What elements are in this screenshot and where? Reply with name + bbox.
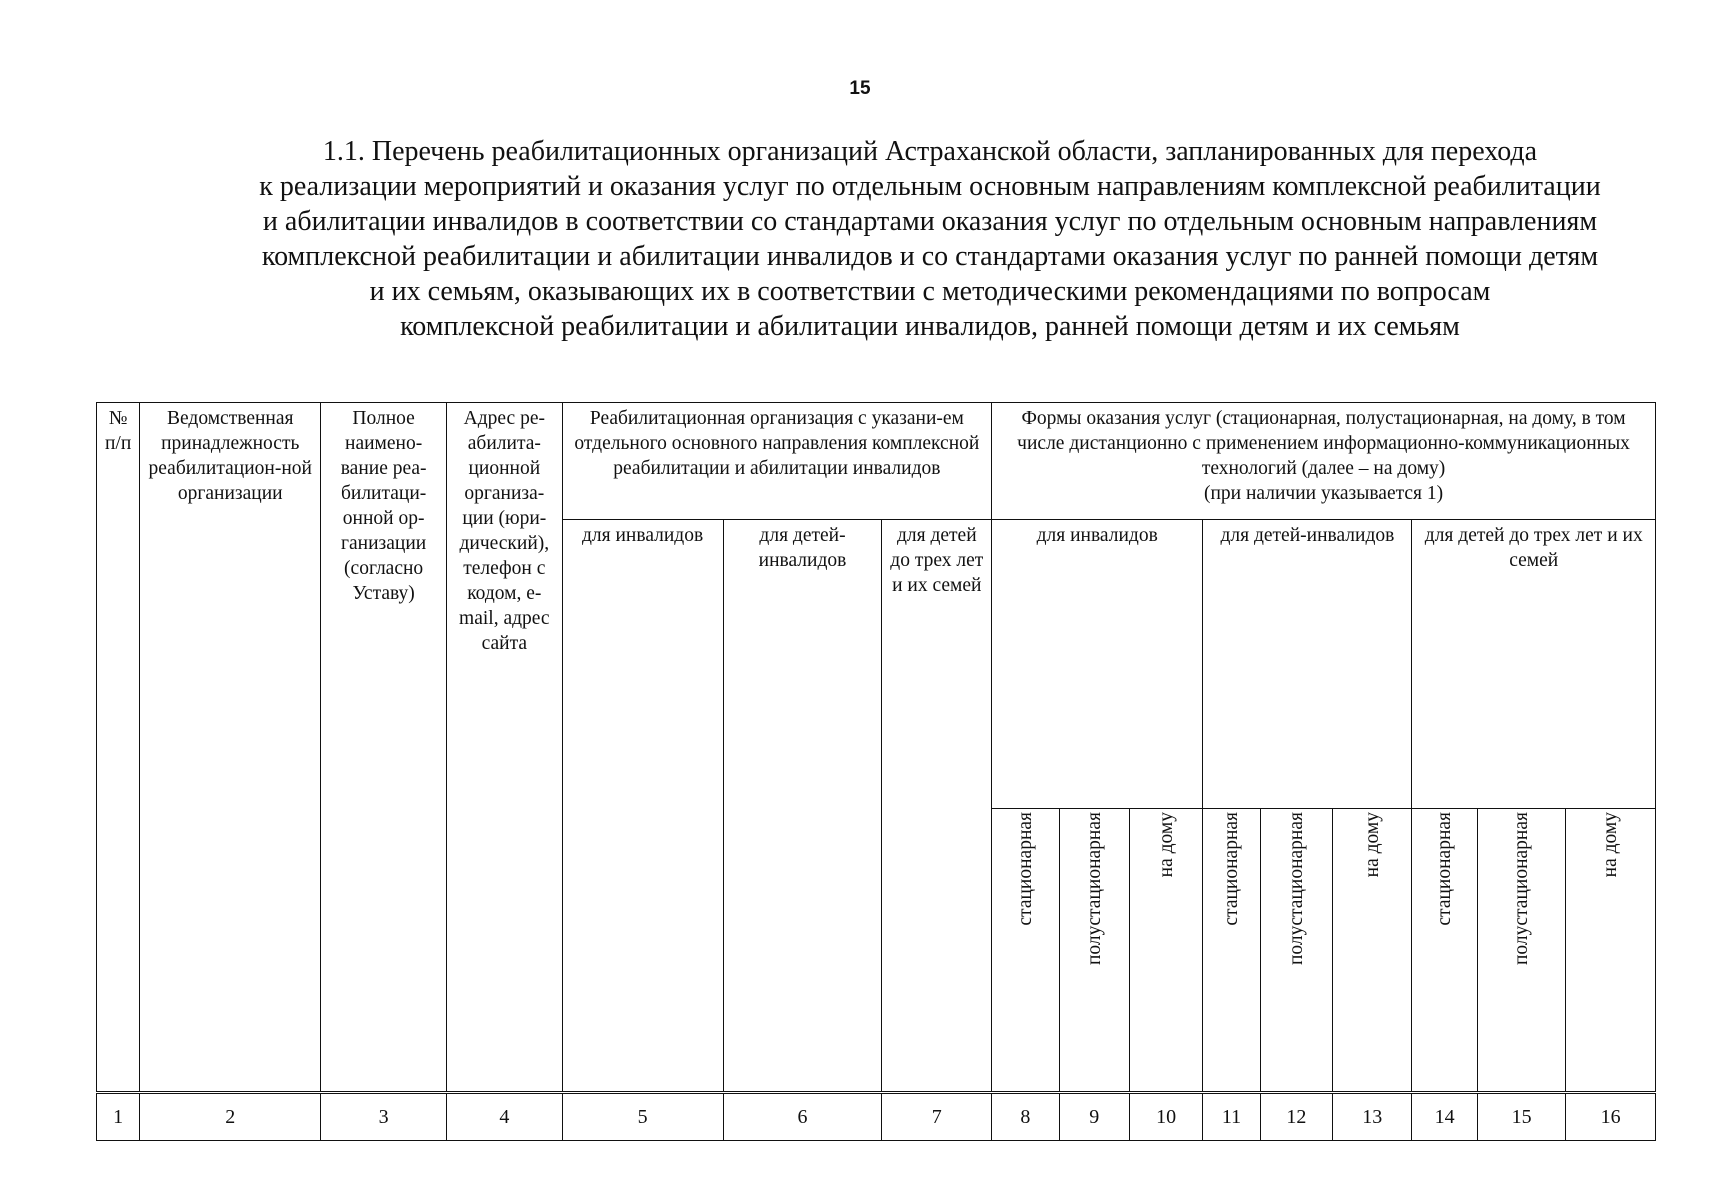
service-forms-note: (при наличии указывается 1) bbox=[1204, 483, 1444, 504]
column-number: 11 bbox=[1203, 1093, 1260, 1141]
header-org-children-under3: для детей до трех лет и их семей bbox=[882, 520, 992, 1093]
header-form-home: на дому bbox=[1129, 809, 1202, 1093]
page-number: 15 bbox=[849, 78, 871, 99]
title-line: и их семьям, оказывающих их в соответствии с методическими рекомендациями по вопросам bbox=[369, 276, 1491, 307]
header-form-home: на дому bbox=[1566, 809, 1656, 1093]
service-forms-description: Формы оказания услуг (стационарная, полустационарная, на дому, в том числе дистанционно с применением информационно-коммуникационных технологий (далее – на дому) bbox=[1017, 408, 1630, 479]
title-line: к реализации мероприятий и оказания услуг по отдельным основным направлениям комплексной реабилитации bbox=[259, 171, 1601, 202]
header-full-name: Полное наимено-вание реа-билитаци-онной ор-ганизации (согласно Уставу) bbox=[321, 403, 447, 1093]
column-number: 3 bbox=[321, 1093, 447, 1141]
column-number: 15 bbox=[1477, 1093, 1566, 1141]
column-number: 6 bbox=[723, 1093, 882, 1141]
header-form-semistationary: полустационарная bbox=[1477, 809, 1566, 1093]
header-forms-disabled: для инвалидов bbox=[992, 520, 1203, 809]
title-line: и абилитации инвалидов в соответствии со стандартами оказания услуг по отдельным основным направлениям bbox=[262, 206, 1598, 237]
column-number: 5 bbox=[562, 1093, 723, 1141]
title-line: 1.1. Перечень реабилитационных организаций Астраханской области, запланированных для перехода bbox=[322, 136, 1538, 167]
column-number: 4 bbox=[446, 1093, 562, 1141]
column-number: 10 bbox=[1129, 1093, 1202, 1141]
column-number: 9 bbox=[1059, 1093, 1129, 1141]
header-number: № п/п bbox=[97, 403, 140, 1093]
header-affiliation: Ведомственная принадлежность реабилитацион-ной организации bbox=[140, 403, 321, 1093]
organizations-table bbox=[96, 402, 1656, 1141]
header-rehab-organization: Реабилитационная организация с указани-ем отдельного основного направления комплексной реабилитации и абилитации инвалидов bbox=[562, 403, 991, 520]
document-title bbox=[200, 134, 1660, 344]
column-number: 7 bbox=[882, 1093, 992, 1141]
header-service-forms bbox=[992, 403, 1656, 520]
column-number: 8 bbox=[992, 1093, 1059, 1141]
title-line: комплексной реабилитации и абилитации инвалидов и со стандартами оказания услуг по ранней помощи детям bbox=[261, 241, 1599, 272]
header-form-stationary: стационарная bbox=[1203, 809, 1260, 1093]
header-form-stationary: стационарная bbox=[992, 809, 1059, 1093]
header-form-stationary: стационарная bbox=[1412, 809, 1477, 1093]
column-number: 12 bbox=[1260, 1093, 1332, 1141]
header-forms-children-under3: для детей до трех лет и их семей bbox=[1412, 520, 1656, 809]
header-org-disabled: для инвалидов bbox=[562, 520, 723, 1093]
header-form-semistationary: полустационарная bbox=[1059, 809, 1129, 1093]
column-number: 14 bbox=[1412, 1093, 1477, 1141]
header-org-children-disabled: для детей-инвалидов bbox=[723, 520, 882, 1093]
title-line: комплексной реабилитации и абилитации инвалидов, ранней помощи детям и их семьям bbox=[400, 311, 1460, 342]
column-number: 13 bbox=[1333, 1093, 1412, 1141]
header-form-semistationary: полустационарная bbox=[1260, 809, 1332, 1093]
column-numbers-row bbox=[97, 1093, 1656, 1141]
header-forms-children-disabled: для детей-инвалидов bbox=[1203, 520, 1412, 809]
header-form-home: на дому bbox=[1333, 809, 1412, 1093]
column-number: 2 bbox=[140, 1093, 321, 1141]
column-number: 1 bbox=[97, 1093, 140, 1141]
column-number: 16 bbox=[1566, 1093, 1656, 1141]
header-address: Адрес ре-абилита-ционной организа-ции (юри-дический), телефон с кодом, e-mail, адрес сайта bbox=[446, 403, 562, 1093]
